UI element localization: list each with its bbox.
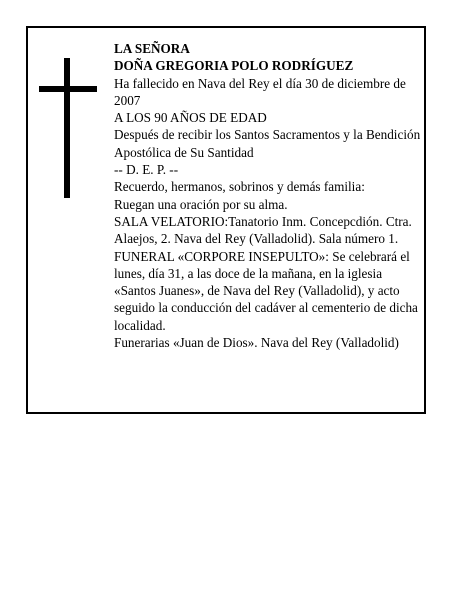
wake-info: SALA VELATORIO:Tanatorio Inm. Concepcdión. Ctra. Alaejos, 2. Nava del Rey (Valladolid). Sala número 1. (114, 213, 412, 247)
latin-cross-icon (39, 58, 97, 198)
prayer-request: Ruegan una oración por su alma. (114, 196, 288, 212)
sacraments-line: Después de recibir los Santos Sacramentos y la Bendición Apostólica de Su Santidad (114, 127, 421, 160)
death-info: Ha fallecido en Nava del Rey el día 30 de diciembre de 2007 (114, 75, 406, 108)
deceased-name: DOÑA GREGORIA POLO RODRÍGUEZ (114, 58, 354, 74)
funeral-info: FUNERAL «CORPORE INSEPULTO»: Se celebrará el lunes, día 31, a las doce de la mañana, en la iglesia «Santos Juanes», de Nava del Rey (Valladolid), y acto seguido la conducción del cadáver al cementerio de dicha localidad. (114, 248, 418, 333)
cross-vertical-bar (64, 58, 70, 198)
funeral-home: Funerarias «Juan de Dios». Nava del Rey (Valladolid) (114, 335, 399, 351)
obituary-notice (26, 26, 426, 414)
obituary-text (114, 40, 426, 351)
mourners-line: Recuerdo, hermanos, sobrinos y demás familia: (114, 179, 365, 195)
cross-horizontal-bar (39, 86, 97, 92)
rip-line: -- D. E. P. -- (114, 162, 179, 178)
title-line: LA SEÑORA (114, 41, 190, 56)
age-line: A LOS 90 AÑOS DE EDAD (114, 110, 267, 126)
